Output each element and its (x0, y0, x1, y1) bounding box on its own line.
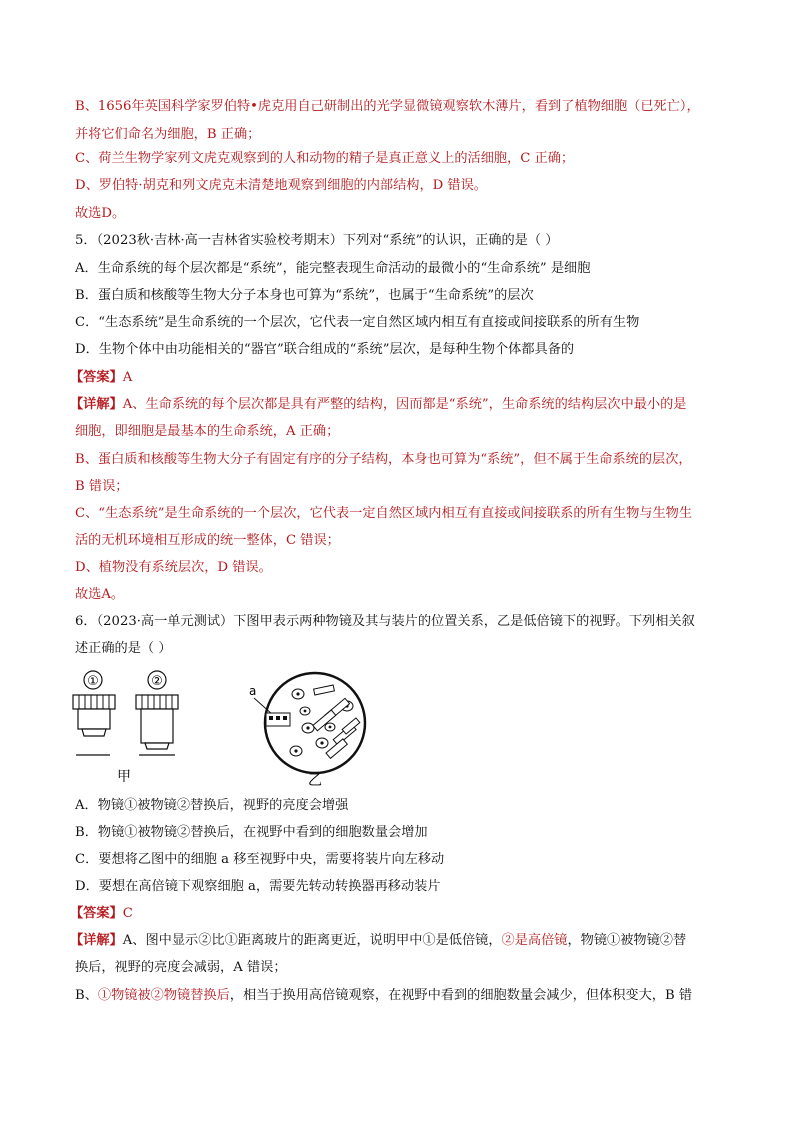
objective-lens-1-icon (73, 671, 115, 755)
q6-stem: 述正确的是（ ） (75, 641, 172, 656)
objective-lens-2-icon (136, 671, 178, 755)
q5-answer (70, 369, 720, 387)
q6-detail (70, 932, 730, 950)
q5-detail-line: B 错误； (75, 479, 129, 494)
microscope-field-of-view (249, 673, 365, 773)
q5-detail-line: C、“生态系统”是生命系统的一个层次，它代表一定自然区域内相互有直接或间接联系的所有生物与生物生 (75, 506, 693, 521)
q6-figure (60, 665, 380, 790)
yi-label: 乙 (308, 773, 322, 789)
prev-explanation-line: D、罗伯特·胡克和列文虎克未清楚地观察到细胞的内部结构，D 错误。 (75, 178, 487, 193)
answer-label: 【答案】 (70, 906, 123, 921)
q5-detail (70, 396, 730, 414)
answer-label: 【答案】 (70, 370, 123, 385)
detail-label: 【详解】 (70, 397, 123, 412)
q5-conclusion: 故选A。 (75, 587, 125, 602)
q5-detail-line: D、植物没有系统层次，D 错误。 (75, 560, 272, 575)
detail-label: 【详解】 (70, 933, 123, 948)
detail-text: B、 (75, 988, 98, 1003)
prev-explanation-line: B、1656年英国科学家罗伯特•虎克用自己研制出的光学显微镜观察软木薄片，看到了植物细胞（已死亡）， (75, 99, 700, 114)
lens-2-label: ② (151, 674, 163, 689)
q5-option-c: C．“生态系统”是生命系统的一个层次，它代表一定自然区域内相互有直接或间接联系的所有生物 (75, 315, 640, 330)
q6-detail-line-b (75, 987, 725, 1005)
q6-answer (70, 905, 720, 923)
detail-highlight: ②是高倍镜 (501, 933, 568, 948)
detail-text: A、图中显示②比①距离玻片的距离更近，说明甲中①是低倍镜， (122, 933, 502, 948)
q5-option-d: D．生物个体中由功能相关的“器官”联合组成的“系统”层次，是每种生物个体都具备的 (75, 342, 575, 357)
q6-stem: 6．（2023·高一单元测试）下图甲表示两种物镜及其与装片的位置关系，乙是低倍镜下的视野。下列相关叙 (75, 614, 695, 629)
q5-detail-line: 细胞，即细胞是最基本的生命系统，A 正确； (75, 424, 340, 439)
prev-conclusion: 故选D。 (75, 206, 126, 221)
answer-value: A (122, 370, 133, 385)
detail-highlight: ①物镜被②物镜替换后 (97, 988, 230, 1003)
cell-a-label: a (249, 684, 257, 698)
detail-text: A、生命系统的每个层次都是具有严整的结构，因而都是“系统”，生命系统的结构层次中最小的是 (122, 397, 687, 412)
q6-option-d: D．要想在高倍镜下观察细胞 a，需要先转动转换器再移动装片 (75, 879, 441, 894)
q6-option-a: A．物镜①被物镜②替换后，视野的亮度会增强 (75, 798, 349, 813)
prev-explanation-line: C、荷兰生物学家列文虎克观察到的人和动物的精子是真正意义上的活细胞，C 正确； (75, 151, 575, 166)
jia-label: 甲 (117, 769, 131, 785)
q6-option-b: B．物镜①被物镜②替换后，在视野中看到的细胞数量会增加 (75, 825, 428, 840)
detail-text: ，物镜①被物镜②替 (567, 933, 687, 948)
q5-stem: 5．（2023秋·吉林·高一吉林省实验校考期末）下列对“系统”的认识，正确的是（ ） (75, 233, 559, 248)
answer-value: C (122, 906, 133, 921)
q6-option-c: C．要想将乙图中的细胞 a 移至视野中央，需要将装片向左移动 (75, 852, 445, 867)
q5-detail-line: 活的无机环境相互形成的统一整体，C 错误； (75, 533, 340, 548)
q5-option-b: B．蛋白质和核酸等生物大分子本身也可算为“系统”，也属于“生命系统”的层次 (75, 288, 534, 303)
q5-detail-line: B、蛋白质和核酸等生物大分子有固定有序的分子结构，本身也可算为“系统”，但不属于生命系统的层次， (75, 452, 692, 467)
q5-option-a: A．生命系统的每个层次都是“系统”，能完整表现生命活动的最微小的“生命系统” 是细胞 (75, 261, 591, 276)
lens-1-label: ① (87, 674, 99, 689)
detail-text: ，相当于换用高倍镜观察，在视野中看到的细胞数量会减少，但体积变大，B 错 (229, 988, 693, 1003)
q6-detail-line: 换后，视野的亮度会减弱，A 错误； (75, 960, 287, 975)
prev-explanation-line: 并将它们命名为细胞，B 正确； (75, 127, 261, 142)
